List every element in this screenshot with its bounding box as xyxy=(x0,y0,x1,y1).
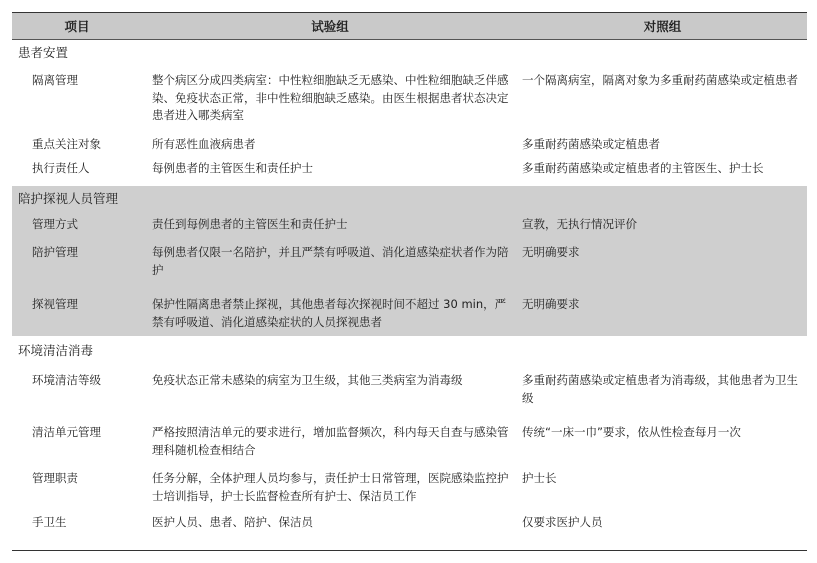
table-row xyxy=(12,216,807,238)
row-item: 探视管理 xyxy=(32,297,78,311)
row-item: 陪护管理 xyxy=(32,245,78,259)
header-control-group: 对照组 xyxy=(643,19,682,34)
table-row xyxy=(12,514,807,536)
row-control: 宣教，无执行情况评价 xyxy=(522,217,637,231)
table-row xyxy=(12,72,807,128)
row-item: 重点关注对象 xyxy=(32,137,101,151)
row-test: 每例患者的主管医生和责任护士 xyxy=(152,161,313,175)
row-test: 责任到每例患者的主管医生和责任护士 xyxy=(152,217,348,231)
row-test: 每例患者仅限一名陪护，并且严禁有呼吸道、消化道感染症状者作为陪护 xyxy=(152,245,509,277)
row-test: 医护人员、患者、陪护、保洁员 xyxy=(152,515,313,529)
row-test: 整个病区分成四类病室：中性粒细胞缺乏无感染、中性粒细胞缺乏伴感染、免疫状态正常，非中性粒细胞缺乏感染。由医生根据患者状态决定患者进入哪类病室 xyxy=(152,73,509,122)
table-row xyxy=(12,136,807,158)
row-control: 多重耐药菌感染或定植患者 xyxy=(522,137,660,151)
header-item: 项目 xyxy=(64,19,90,34)
row-item: 执行责任人 xyxy=(32,161,90,175)
table-row xyxy=(12,470,807,510)
table-row xyxy=(12,296,807,334)
row-item: 管理职责 xyxy=(32,471,78,485)
row-control: 多重耐药菌感染或定植患者的主管医生、护士长 xyxy=(522,161,764,175)
row-item: 手卫生 xyxy=(32,515,67,529)
row-test: 保护性隔离患者禁止探视，其他患者每次探视时间不超过 30 min，严禁有呼吸道、消化道感染症状的人员探视患者 xyxy=(152,297,507,329)
row-test: 免疫状态正常未感染的病室为卫生级，其他三类病室为消毒级 xyxy=(152,373,463,387)
row-control: 护士长 xyxy=(522,471,557,485)
section-title: 患者安置 xyxy=(18,45,69,60)
row-control: 传统“一床一巾”要求，依从性检查每月一次 xyxy=(522,425,741,439)
table-row xyxy=(12,244,807,288)
row-test: 严格按照清洁单元的要求进行，增加监督频次，科内每天自查与感染管理科随机检查相结合 xyxy=(152,425,509,457)
comparison-table xyxy=(12,12,807,551)
section-title: 陪护探视人员管理 xyxy=(18,191,119,206)
table-header xyxy=(12,13,807,40)
row-test: 所有恶性血液病患者 xyxy=(152,137,256,151)
row-item: 隔离管理 xyxy=(32,73,78,87)
row-item: 管理方式 xyxy=(32,217,78,231)
section-environment-cleaning xyxy=(12,338,807,550)
section-title: 环境清洁消毒 xyxy=(18,343,94,358)
row-control: 多重耐药菌感染或定植患者为消毒级，其他患者为卫生级 xyxy=(522,373,798,405)
row-control: 无明确要求 xyxy=(522,245,580,259)
table-row xyxy=(12,372,807,412)
row-control: 仅要求医护人员 xyxy=(522,515,603,529)
row-test: 任务分解，全体护理人员均参与，责任护士日常管理，医院感染监控护士培训指导，护士长监督检查所有护士、保洁员工作 xyxy=(152,471,509,503)
row-item: 环境清洁等级 xyxy=(32,373,101,387)
row-control: 无明确要求 xyxy=(522,297,580,311)
table-row xyxy=(12,424,807,464)
header-test-group: 试验组 xyxy=(311,19,349,34)
row-item: 清洁单元管理 xyxy=(32,425,101,439)
section-companion-visitor xyxy=(12,186,807,336)
section-patient-placement xyxy=(12,40,807,186)
row-control: 一个隔离病室，隔离对象为多重耐药菌感染或定植患者 xyxy=(522,73,798,87)
table-row xyxy=(12,160,807,182)
